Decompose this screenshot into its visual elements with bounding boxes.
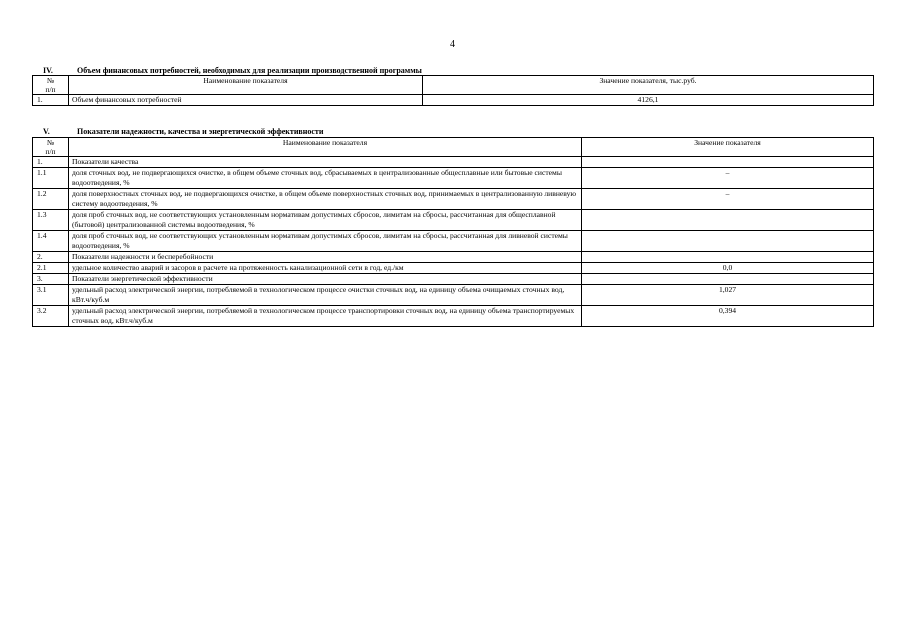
indicators-table (32, 137, 874, 327)
row-name: Показатели надежности и бесперебойности (69, 252, 582, 263)
row-name: Показатели качества (69, 157, 582, 168)
row-name: удельный расход электрической энергии, потребляемой в технологическом процессе транспортировки сточных вод, на единицу объема транспортируемых сточных вод, кВт.ч/куб.м (69, 306, 582, 327)
table-row (33, 189, 874, 210)
table-row (33, 306, 874, 327)
section-4-heading (40, 66, 422, 75)
row-value: 0,0 (582, 263, 874, 274)
table-row (33, 95, 874, 106)
row-num: 1.2 (33, 189, 69, 210)
table-row (33, 285, 874, 306)
row-num: 1.4 (33, 231, 69, 252)
row-num: 1.3 (33, 210, 69, 231)
row-name: удельное количество аварий и засоров в расчете на протяженность канализационной сети в год, ед./км (69, 263, 582, 274)
row-num: 3. (33, 274, 69, 285)
row-value: 0,394 (582, 306, 874, 327)
row-num: 1. (33, 157, 69, 168)
row-name: доля сточных вод, не подвергающихся очистке, в общем объеме сточных вод, сбрасываемых в централизованные общесплавные или бытовые системы водоотведения, % (69, 168, 582, 189)
row-value (582, 252, 874, 263)
row-value: – (582, 189, 874, 210)
section-4-roman: IV. (43, 66, 53, 75)
header-value: Значение показателя, тыс.руб. (423, 76, 874, 95)
table-row (33, 231, 874, 252)
row-num: 1. (33, 95, 69, 106)
section-4-title: Объем финансовых потребностей, необходимых для реализации производственной программы (77, 66, 422, 75)
row-num: 2.1 (33, 263, 69, 274)
row-name: доля поверхностных сточных вод, не подвергающихся очистке, в общем объеме поверхностных сточных вод, принимаемых в централизованную ливневую систему водоотведения, % (69, 189, 582, 210)
row-value: 1,027 (582, 285, 874, 306)
row-value (582, 210, 874, 231)
table-row (33, 274, 874, 285)
header-num: № п/п (33, 76, 69, 95)
row-name: удельный расход электрической энергии, потребляемой в технологическом процессе очистки сточных вод, на единицу объема очищаемых сточных вод, кВт.ч/куб.м (69, 285, 582, 306)
row-num: 2. (33, 252, 69, 263)
table-header-row (33, 76, 874, 95)
row-name: доля проб сточных вод, не соответствующих установленным нормативам допустимых сбросов, лимитам на сбросы, рассчитанная для общесплавной (бытовой) централизованной системы водоотведения, % (69, 210, 582, 231)
section-5-title: Показатели надежности, качества и энергетической эффективности (77, 127, 324, 136)
table-row (33, 168, 874, 189)
section-5-heading (40, 127, 323, 136)
header-name: Наименование показателя (69, 138, 582, 157)
row-name: Объем финансовых потребностей (69, 95, 423, 106)
row-name: доля проб сточных вод, не соответствующих установленным нормативам допустимых сбросов, лимитам на сбросы, рассчитанная для ливневой системы водоотведения, % (69, 231, 582, 252)
table-row (33, 263, 874, 274)
table-row (33, 210, 874, 231)
section-5-roman: V. (43, 127, 50, 136)
row-value (582, 157, 874, 168)
row-num: 3.1 (33, 285, 69, 306)
row-value: – (582, 168, 874, 189)
header-num: № п/п (33, 138, 69, 157)
row-num: 3.2 (33, 306, 69, 327)
table-row (33, 157, 874, 168)
row-value (582, 274, 874, 285)
header-name: Наименование показателя (69, 76, 423, 95)
financial-needs-table (32, 75, 874, 106)
row-value: 4126,1 (423, 95, 874, 106)
row-value (582, 231, 874, 252)
row-name: Показатели энергетической эффективности (69, 274, 582, 285)
header-value: Значение показателя (582, 138, 874, 157)
table-row (33, 252, 874, 263)
table-header-row (33, 138, 874, 157)
row-num: 1.1 (33, 168, 69, 189)
page-number: 4 (450, 39, 455, 50)
